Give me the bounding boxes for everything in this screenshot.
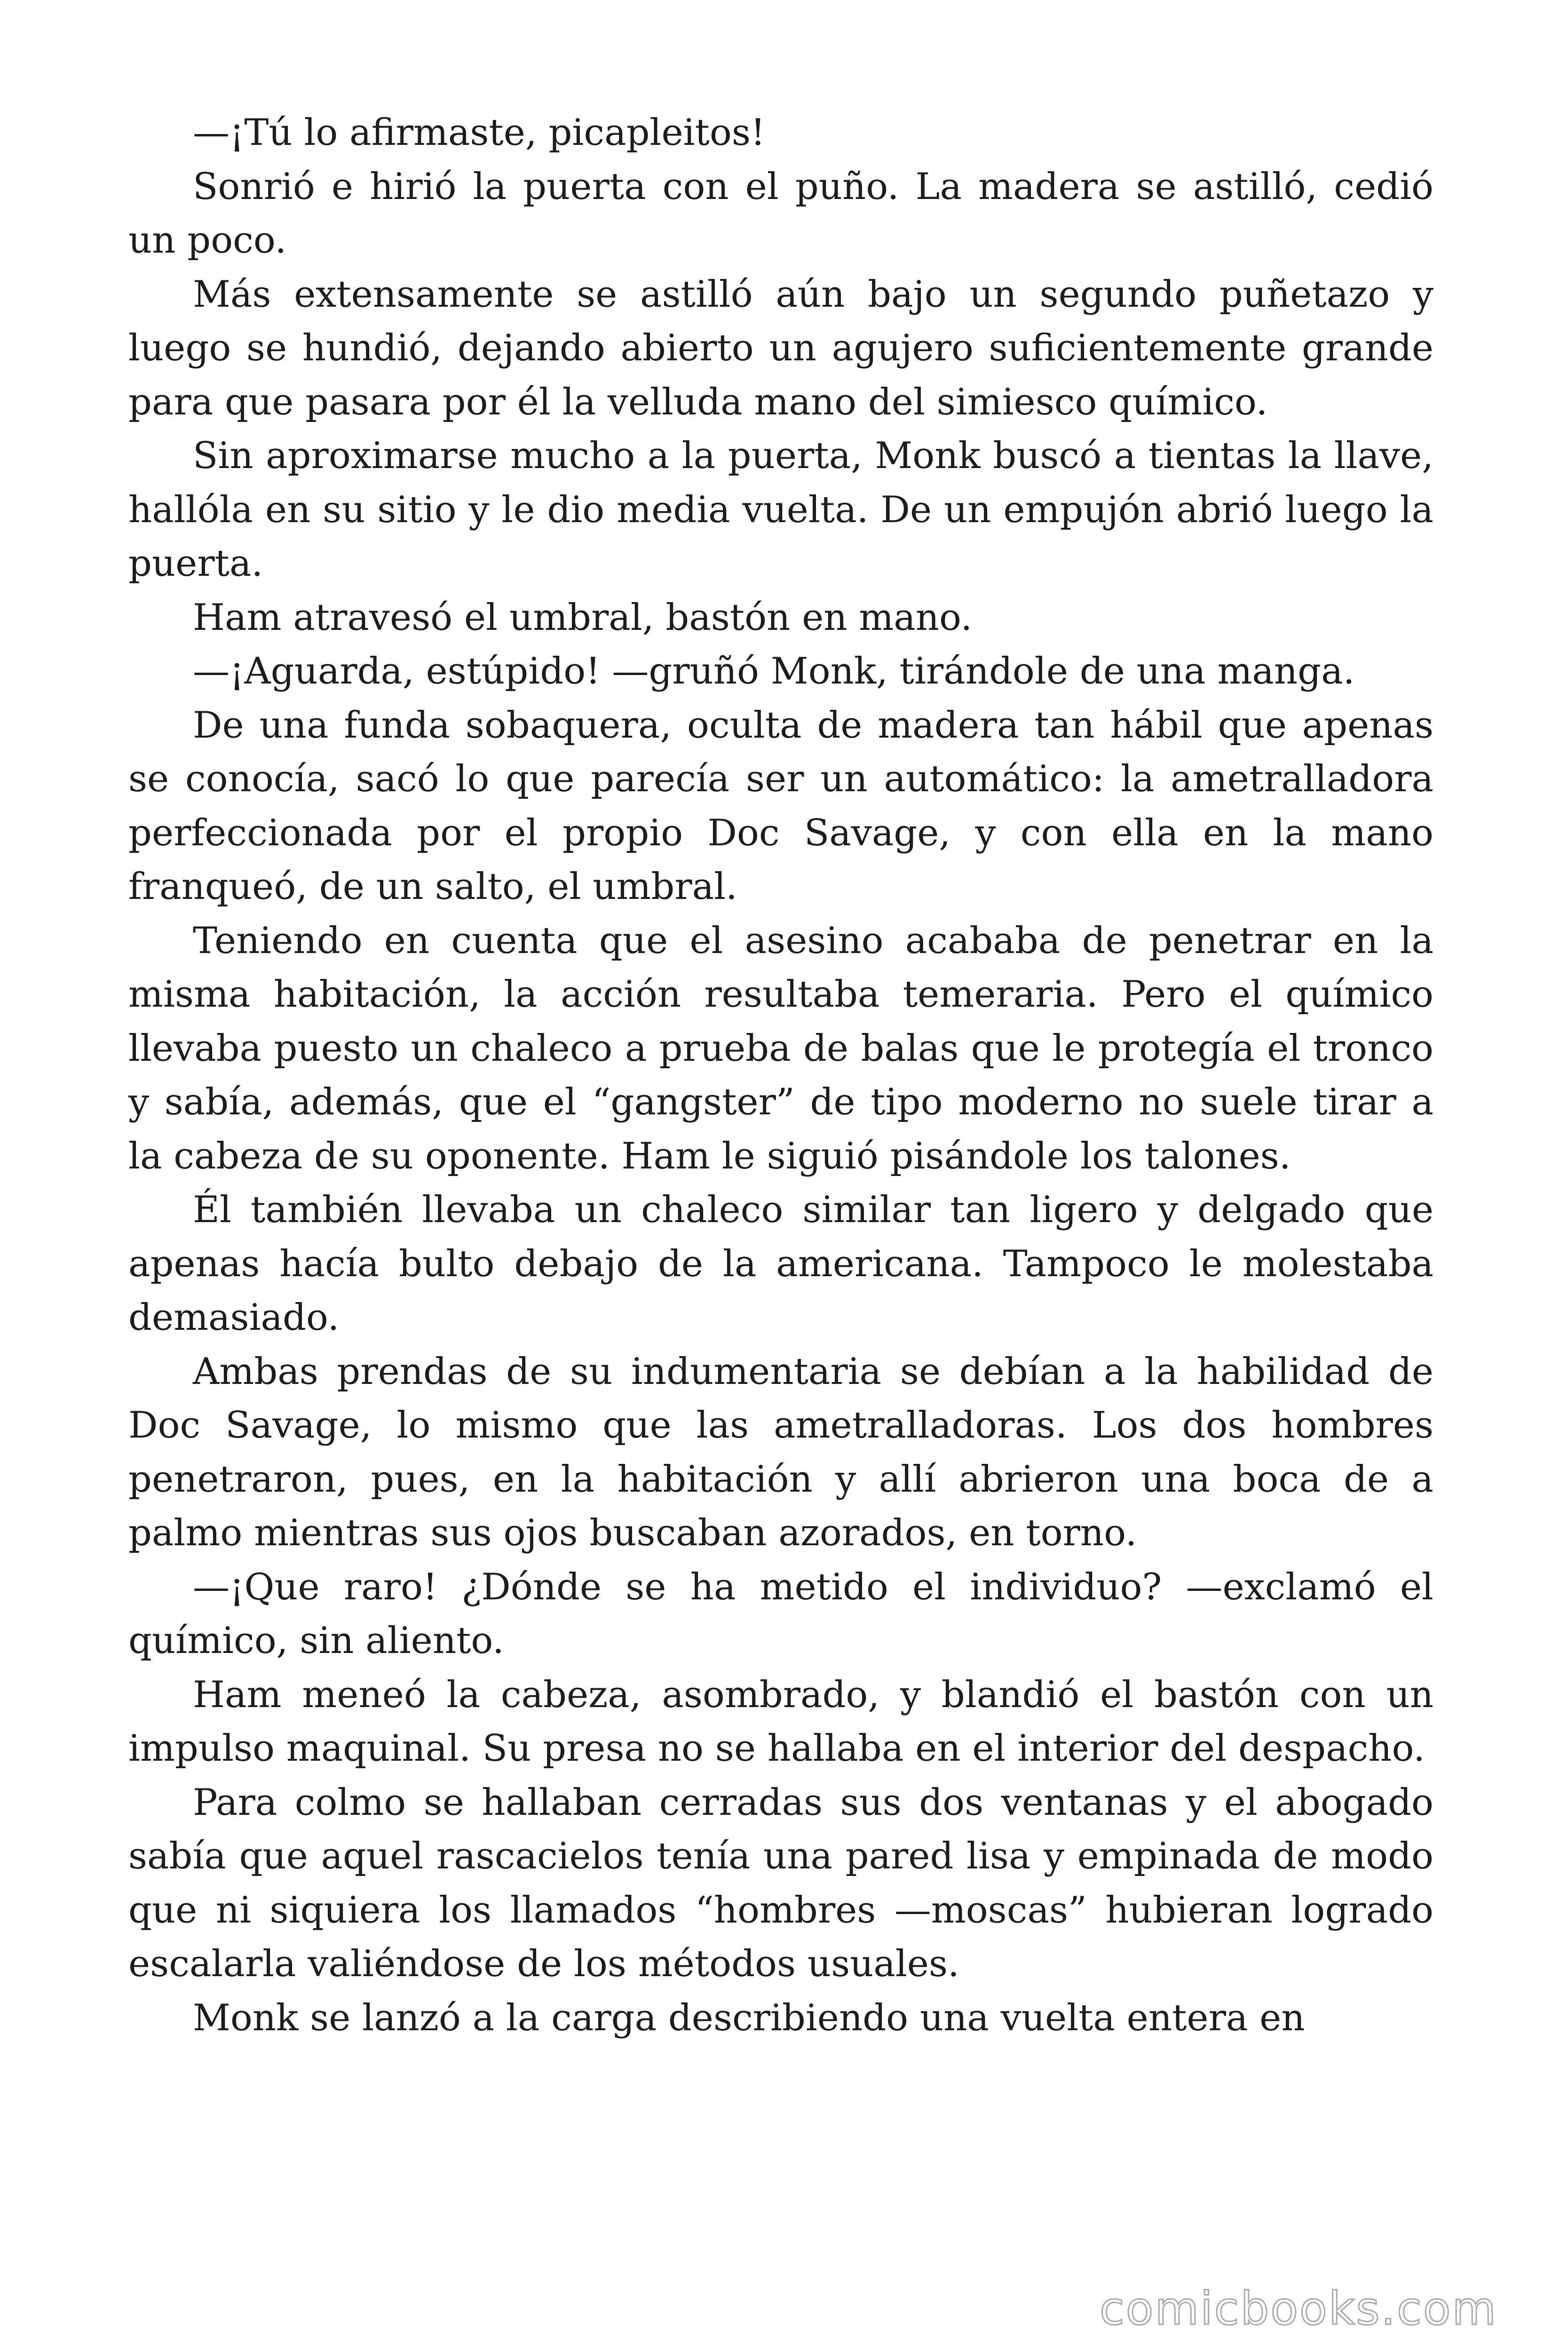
paragraph: —¡Tú lo afirmaste, picapleitos! (193, 111, 766, 154)
paragraph: Monk se lanzó a la carga describiendo una vuelta entera en (193, 1996, 1305, 2039)
paragraph: Él también llevaba un chaleco similar tan ligero y delgado que apenas hacía bulto debajo de la americana. Tampoco le molestaba demasiado. (128, 1189, 1433, 1339)
paragraph: Teniendo en cuenta que el asesino acababa de penetrar en la misma habitación, la acción resultaba temeraria. Pero el químico llevaba puesto un chaleco a prueba de balas que le protegía el tronco y sabía, además, que el “gangster” de tipo moderno no suele tirar a la cabeza de su oponente. Ham le siguió pisándole los talones. (128, 919, 1433, 1177)
paragraph: Ham atravesó el umbral, bastón en mano. (193, 596, 973, 639)
paragraph: —¡Que raro! ¿Dónde se ha metido el individuo? —exclamó el químico, sin aliento. (128, 1565, 1433, 1662)
paragraph: Más extensamente se astilló aún bajo un segundo puñetazo y luego se hundió, dejando abierto un agujero suficientemente grande para que pasara por él la velluda mano del simiesco químico. (128, 273, 1433, 423)
paragraph: Ham meneó la cabeza, asombrado, y blandió el bastón con un impulso maquinal. Su presa no se hallaba en el interior del despacho. (128, 1673, 1433, 1770)
paragraph: Sin aproximarse mucho a la puerta, Monk buscó a tientas la llave, hallóla en su sitio y le dio media vuelta. De un empujón abrió luego la puerta. (128, 435, 1433, 585)
watermark: comicbooks.com (1099, 2282, 1497, 2335)
paragraph: Para colmo se hallaban cerradas sus dos ventanas y el abogado sabía que aquel rascacielos tenía una pared lisa y empinada de modo que ni siquiera los llamados “hombres —moscas” hubieran logrado escalarla valiéndose de los métodos usuales. (128, 1781, 1433, 1985)
paragraph: Ambas prendas de su indumentaria se debían a la habilidad de Doc Savage, lo mismo que las ametralladoras. Los dos hombres penetraron, pues, en la habitación y allí abrieron una boca de a palmo mientras sus ojos buscaban azorados, en torno. (128, 1350, 1433, 1554)
body-text (128, 106, 1433, 2045)
paragraph: Sonrió e hirió la puerta con el puño. La madera se astilló, cedió un poco. (128, 165, 1433, 262)
paragraph: —¡Aguarda, estúpido! —gruñó Monk, tirándole de una manga. (193, 650, 1355, 692)
paragraph: De una funda sobaquera, oculta de madera tan hábil que apenas se conocía, sacó lo que parecía ser un automático: la ametralladora perfeccionada por el propio Doc Savage, y con ella en la mano franqueó, de un salto, el umbral. (128, 704, 1433, 908)
